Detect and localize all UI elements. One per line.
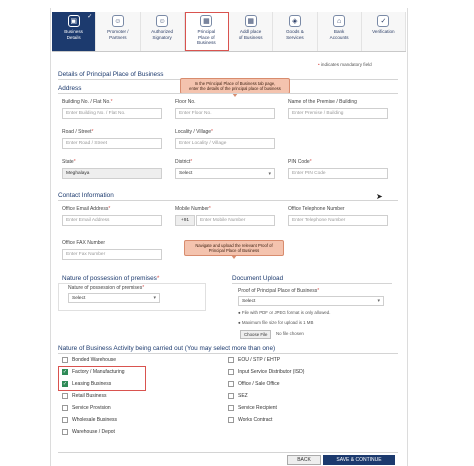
checked-checkbox-icon[interactable]: ✓ (62, 381, 68, 387)
mandatory-note: • indicates mandatory field (318, 62, 372, 67)
proof-label: Proof of Principal Place of Business* (238, 288, 320, 294)
divider (58, 200, 398, 201)
activity-option[interactable] (62, 393, 106, 399)
tab-6[interactable] (318, 12, 362, 51)
possession-select[interactable]: Select ▾ (68, 293, 160, 303)
building-icon: ▦ (245, 15, 257, 27)
district-select[interactable]: Select ▾ (175, 168, 275, 179)
activity-option[interactable] (62, 405, 111, 411)
checkbox-icon[interactable] (62, 429, 68, 435)
pin-input[interactable]: Enter PIN Code (288, 168, 388, 179)
checkbox-icon[interactable] (228, 393, 234, 399)
page-title: Details of Principal Place of Business (58, 71, 164, 78)
district-label: District* (175, 159, 193, 165)
checkbox-icon[interactable] (228, 357, 234, 363)
tab-4[interactable] (229, 12, 273, 51)
checked-checkbox-icon[interactable]: ✓ (62, 369, 68, 375)
tab-2[interactable] (141, 12, 185, 51)
no-file-text: No file chosen (276, 331, 304, 336)
activity-option-label: Warehouse / Depot (72, 429, 115, 435)
checkbox-icon[interactable] (228, 405, 234, 411)
tab-1[interactable] (96, 12, 140, 51)
activity-option[interactable] (228, 369, 304, 375)
activity-option[interactable] (62, 417, 117, 423)
activity-option-label: Wholesale Business (72, 417, 118, 423)
checkbox-icon[interactable] (228, 369, 234, 375)
chevron-down-icon: ▾ (268, 170, 271, 177)
info-line-size: ● Maximum file size for upload is 1 MB (238, 320, 314, 325)
info-icon: ● (238, 310, 241, 315)
state-label: State* (62, 159, 76, 165)
divider (58, 93, 398, 94)
floor-label: Floor No. (175, 99, 196, 105)
person-icon: ☺ (156, 15, 168, 27)
tab-label: Principal Place of Business (197, 29, 216, 45)
tab-3[interactable] (185, 12, 229, 51)
activity-option-label: EOU / STP / EHTP (238, 357, 281, 363)
email-label: Office Email Address* (62, 206, 111, 212)
fax-label: Office FAX Number (62, 240, 105, 246)
tab-label: Verification (372, 29, 395, 34)
pin-label: PIN Code* (288, 159, 312, 165)
divider (58, 353, 398, 354)
activity-option-label: Leasing Business (72, 381, 112, 387)
mobile-label: Mobile Number* (175, 206, 211, 212)
activity-option-label: Works Contract (238, 417, 273, 423)
activity-option-label: Service Recipient (238, 405, 277, 411)
premise-input[interactable]: Enter Premise / Building (288, 108, 388, 119)
activity-option-label: Factory / Manufacturing (72, 369, 125, 375)
activity-option-label: SEZ (238, 393, 248, 399)
contact-title: Contact Information (58, 192, 114, 199)
building-icon: ▦ (200, 15, 212, 27)
proof-select[interactable]: Select ▾ (238, 296, 384, 306)
state-field: Meghalaya (62, 168, 162, 179)
building-label: Building No. / Flat No.* (62, 99, 113, 105)
activity-title: Nature of Business Activity being carried out (You may select more than one) (58, 345, 276, 352)
activity-option-label: Retail Business (72, 393, 107, 399)
bank-icon: ⌂ (333, 15, 345, 27)
activity-option[interactable] (228, 405, 277, 411)
tab-bar (52, 12, 406, 52)
info-line-format: ● File with PDF or JPEG format is only allowed. (238, 310, 331, 315)
mouse-cursor-icon: ➤ (376, 192, 383, 201)
tab-label: Promoter / Partners (107, 29, 129, 40)
back-button[interactable]: BACK (287, 455, 321, 465)
save-continue-button[interactable]: SAVE & CONTINUE (323, 455, 395, 465)
checkbox-icon[interactable] (228, 417, 234, 423)
activity-option[interactable] (62, 381, 111, 387)
tab-0[interactable] (52, 12, 96, 51)
fax-input[interactable]: Enter Fax Number (62, 249, 162, 260)
activity-option[interactable] (228, 381, 280, 387)
checkbox-icon[interactable] (62, 393, 68, 399)
checkbox-icon[interactable] (228, 381, 234, 387)
activity-option[interactable] (62, 429, 115, 435)
phone-input[interactable]: Enter Telephone Number (288, 215, 388, 226)
callout-top: In the Principal Place of Business tab page, enter the details of the principal place of business (180, 78, 290, 94)
activity-option-label: Office / Sale Office (238, 381, 280, 387)
tab-7[interactable] (362, 12, 406, 51)
check-circle-icon: ✓ (377, 15, 389, 27)
checkbox-icon[interactable] (62, 357, 68, 363)
locality-label: Locality / Village* (175, 129, 213, 135)
chevron-down-icon: ▾ (153, 295, 156, 301)
building-input[interactable]: Enter Building No. / Flat No. (62, 108, 162, 119)
activity-option[interactable] (228, 393, 248, 399)
divider (232, 283, 392, 284)
mobile-input[interactable]: Enter Mobile Number (196, 215, 275, 226)
check-icon: ✓ (87, 14, 93, 20)
checkbox-icon[interactable] (62, 405, 68, 411)
floor-input[interactable]: Enter Floor No. (175, 108, 275, 119)
person-icon: ☺ (112, 15, 124, 27)
briefcase-icon: ▣ (68, 15, 80, 27)
tab-label: Business Details (64, 29, 83, 40)
email-input[interactable]: Enter Email Address (62, 215, 162, 226)
activity-option-label: Input Service Distributor (ISD) (238, 369, 305, 375)
chevron-down-icon: ▾ (377, 298, 380, 304)
mobile-prefix: +91 (175, 215, 195, 226)
possession-label: Nature of possession of premises* (68, 285, 145, 291)
divider (58, 452, 398, 453)
phone-label: Office Telephone Number (288, 206, 345, 212)
road-input[interactable]: Enter Road / Street (62, 138, 162, 149)
road-label: Road / Street* (62, 129, 94, 135)
checkbox-icon[interactable] (62, 417, 68, 423)
info-icon: ● (238, 320, 241, 325)
tab-label: Addl place of Business (238, 29, 263, 40)
activity-option-label: Bonded Warehouse (72, 357, 117, 363)
activity-option-label: Service Provision (72, 405, 111, 411)
tab-label: Authorized Signatory (151, 29, 174, 40)
box-icon: ◈ (289, 15, 301, 27)
activity-option[interactable] (62, 369, 125, 375)
tab-label: Bank Accounts (329, 29, 349, 40)
activity-option[interactable] (228, 417, 272, 423)
activity-option[interactable] (228, 357, 280, 363)
locality-input[interactable]: Enter Locality / Village (175, 138, 275, 149)
possession-title: Nature of possession of premises* (62, 275, 160, 282)
callout-mid: Navigate and upload the relevant Proof of Principal Place of Business (184, 240, 284, 256)
choose-file-button[interactable]: Choose File (240, 330, 271, 339)
tab-label: Goods & Services (285, 29, 304, 40)
premise-label: Name of the Premise / Building (288, 99, 357, 105)
document-title: Document Upload (232, 275, 284, 282)
activity-option[interactable] (62, 357, 116, 363)
address-title: Address (58, 85, 82, 92)
tab-5[interactable] (273, 12, 317, 51)
